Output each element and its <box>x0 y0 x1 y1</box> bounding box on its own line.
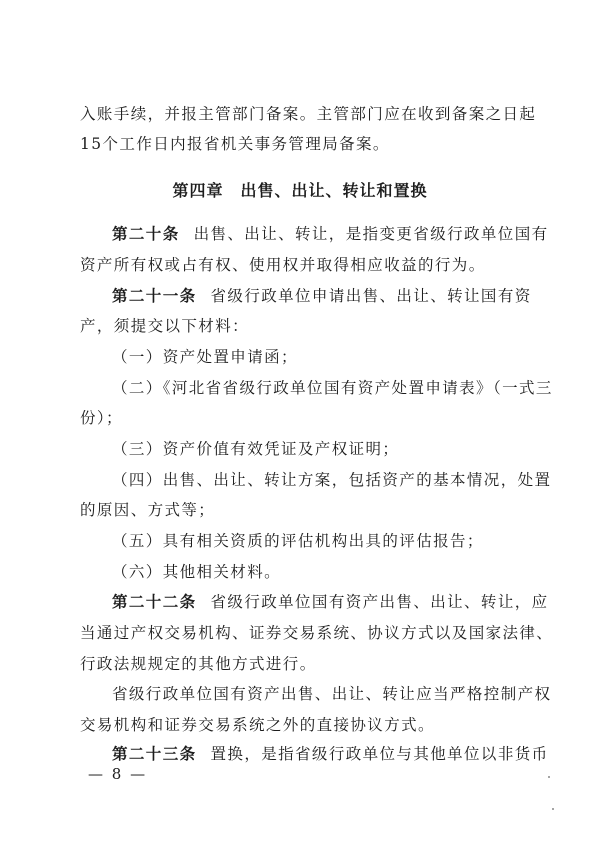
text-line: 入账手续，并报主管部门备案。主管部门应在收到备案之日起 <box>80 105 537 123</box>
text-line: 15个工作日内报省机关事务管理局备案。 <box>80 135 390 153</box>
page-number: — 8 — <box>88 765 148 783</box>
article-22-text: 省级行政单位国有资产出售、出让、转让，应 <box>210 593 549 611</box>
list-item: （三）资产价值有效凭证及产权证明； <box>112 440 400 458</box>
text-line: 份）； <box>80 409 123 427</box>
list-item: （四）出售、出让、转让方案，包括资产的基本情况，处置 <box>112 471 552 489</box>
list-item: （一）资产处置申请函； <box>112 348 298 366</box>
scan-speck <box>552 808 554 810</box>
chapter-heading: 第四章 出售、出让、转让和置换 <box>172 181 428 200</box>
article-22-line <box>112 592 549 612</box>
list-item: （六）其他相关材料。 <box>112 563 282 581</box>
article-22-title: 第二十二条 <box>112 593 197 611</box>
scan-speck <box>548 776 550 778</box>
article-21-text: 省级行政单位申请出售、出让、转让国有资 <box>210 287 532 305</box>
text-line: 交易机构和证券交易系统之外的直接协议方式。 <box>80 716 435 734</box>
paragraph-line: 省级行政单位国有资产出售、出让、转让应当严格控制产权 <box>112 685 552 703</box>
text-line: 的原因、方式等； <box>80 501 216 519</box>
list-item: （二）《河北省省级行政单位国有资产处置申请表》（一式三 <box>112 379 553 397</box>
article-23-title: 第二十三条 <box>112 745 197 763</box>
text-line: 资产所有权或占有权、使用权并取得相应收益的行为。 <box>80 256 486 274</box>
article-23-line <box>112 744 549 764</box>
article-20-text: 出售、出让、转让，是指变更省级行政单位国有 <box>193 225 549 243</box>
article-21-title: 第二十一条 <box>112 287 197 305</box>
text-line: 产，须提交以下材料： <box>80 317 250 335</box>
article-21-line <box>112 286 540 306</box>
article-20-title: 第二十条 <box>112 225 180 243</box>
article-20-line <box>112 224 549 244</box>
text-line: 当通过产权交易机构、证券交易系统、协议方式以及国家法律、 <box>80 624 554 642</box>
list-item: （五）具有相关资质的评估机构出具的评估报告； <box>112 532 484 550</box>
article-23-text: 置换，是指省级行政单位与其他单位以非货币 <box>210 745 549 763</box>
text-line: 行政法规规定的其他方式进行。 <box>80 655 317 673</box>
